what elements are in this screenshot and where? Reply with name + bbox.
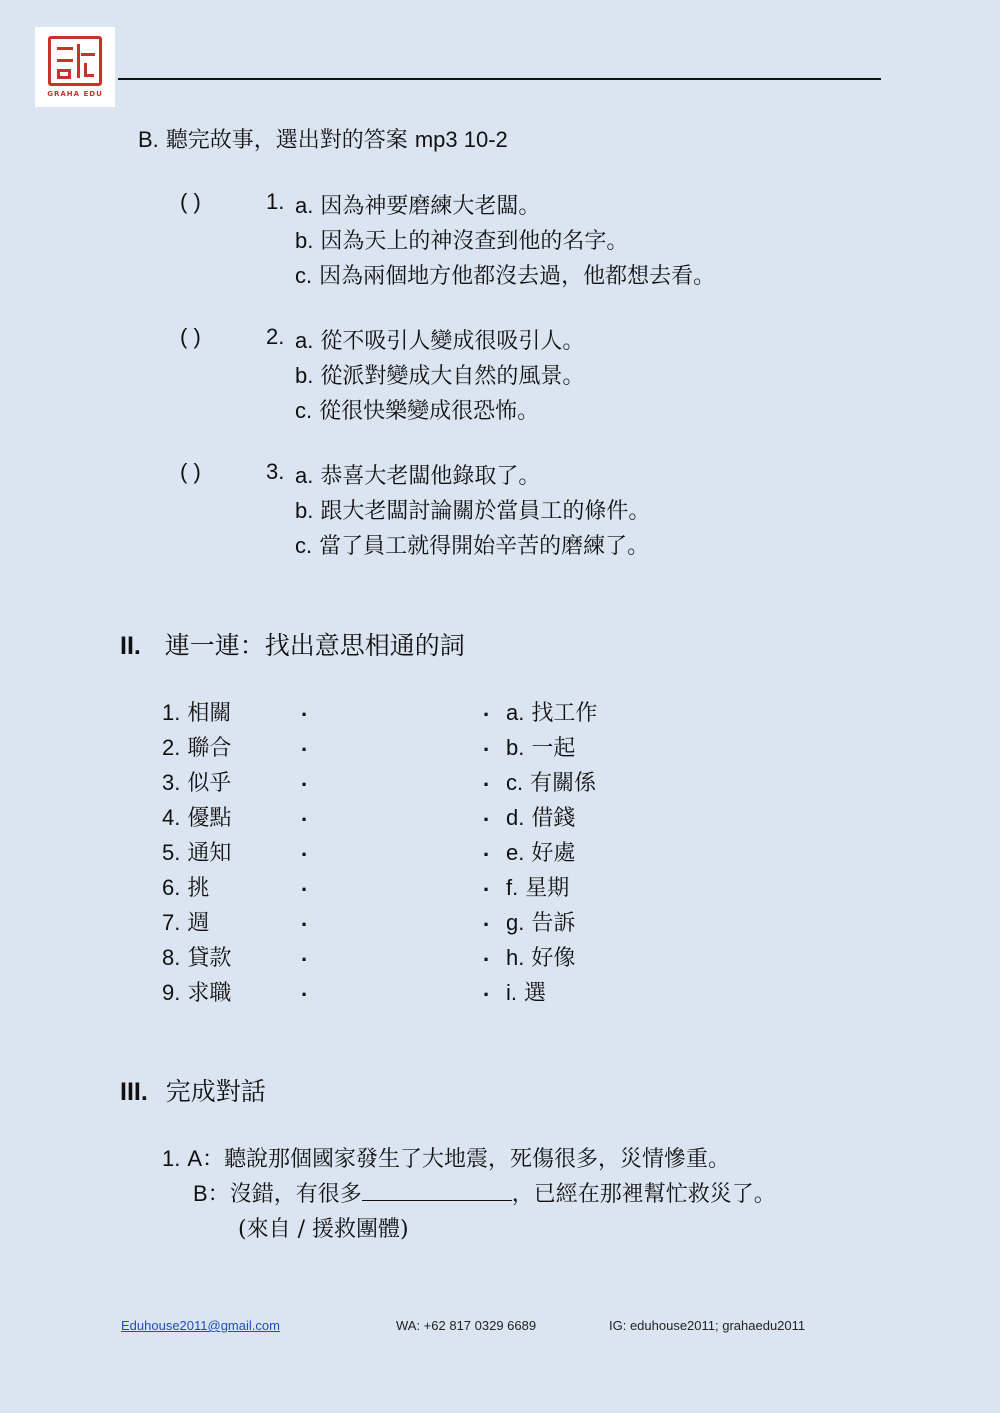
section-iii-title: 完成對話 [165,1077,266,1106]
option-row: c. 因為兩個地方他都沒去過，他都想去看。 [295,263,716,289]
dialogue-line-a: 1. A：聽說那個國家發生了大地震，死傷很多，災情慘重。 [162,1146,731,1172]
logo-seal-icon [48,36,102,86]
answer-blank[interactable]: ( ) [180,324,201,349]
section-ii-numeral: II. [120,632,141,660]
match-left-item: 1. 相關 [162,700,232,726]
match-dot-right[interactable]: . [483,836,490,861]
section-ii-title: 連一連：找出意思相通的詞 [164,631,465,660]
match-dot-left[interactable]: . [301,976,308,1001]
match-left-item: 3. 似乎 [162,770,232,796]
logo-brand-text: GRAHA EDU [47,90,103,98]
match-left-item: 6. 挑 [162,875,210,901]
footer-email[interactable] [121,1318,280,1333]
match-dot-right[interactable]: . [483,941,490,966]
match-right-item: h. 好像 [506,945,576,971]
match-right-item: i. 選 [506,980,547,1006]
question-number: 3. [266,459,285,484]
option-row: a. 因為神要磨練大老闆。 [295,193,541,219]
match-right-item: g. 告訴 [506,910,576,936]
match-left-item: 2. 聯合 [162,735,232,761]
match-left-item: 7. 週 [162,910,210,936]
option-row: a. 恭喜大老闆他錄取了。 [295,463,541,489]
match-dot-left[interactable]: . [301,906,308,931]
section-b-prefix: B. [138,127,159,152]
match-dot-left[interactable]: . [301,941,308,966]
match-right-item: a. 找工作 [506,700,598,726]
match-dot-left[interactable]: . [301,836,308,861]
match-left-item: 4. 優點 [162,805,232,831]
match-dot-left[interactable]: . [301,801,308,826]
question-number: 1. [266,189,285,214]
match-right-item: f. 星期 [506,875,570,901]
match-dot-left[interactable]: . [301,696,308,721]
section-b-heading [138,123,508,154]
answer-blank[interactable]: ( ) [180,459,201,484]
match-dot-right[interactable]: . [483,976,490,1001]
match-left-item: 9. 求職 [162,980,232,1006]
match-dot-right[interactable]: . [483,696,490,721]
option-row: b. 從派對變成大自然的風景。 [295,363,585,389]
header-rule [118,78,881,80]
match-dot-right[interactable]: . [483,871,490,896]
match-dot-left[interactable]: . [301,731,308,756]
option-row: b. 因為天上的神沒查到他的名字。 [295,228,629,254]
match-dot-right[interactable]: . [483,766,490,791]
option-row: b. 跟大老闆討論關於當員工的條件。 [295,498,651,524]
question-number: 2. [266,324,285,349]
section-ii-heading [120,626,465,662]
match-dot-right[interactable]: . [483,906,490,931]
fill-in-blank[interactable] [362,1180,512,1201]
option-row: a. 從不吸引人變成很吸引人。 [295,328,585,354]
option-row: c. 從很快樂變成很恐怖。 [295,398,540,424]
match-dot-left[interactable]: . [301,766,308,791]
dialogue-line-b: B：沒錯，有很多 ，已經在那裡幫忙救災了。 [193,1181,776,1207]
option-row: c. 當了員工就得開始辛苦的磨練了。 [295,533,650,559]
section-b-audio: mp3 10-2 [414,127,508,152]
match-left-item: 5. 通知 [162,840,232,866]
footer-wa: WA: +62 817 0329 6689 [396,1318,537,1333]
match-left-item: 8. 貸款 [162,945,232,971]
answer-blank[interactable]: ( ) [180,189,201,214]
footer-ig: IG: eduhouse2011; grahaedu2011 [609,1318,806,1333]
section-iii-heading [120,1072,266,1108]
match-dot-right[interactable]: . [483,801,490,826]
section-iii-numeral: III. [120,1078,148,1106]
match-dot-right[interactable]: . [483,731,490,756]
match-right-item: e. 好處 [506,840,576,866]
match-right-item: d. 借錢 [506,805,576,831]
match-right-item: b. 一起 [506,735,576,761]
logo [35,27,115,107]
match-right-item: c. 有關係 [506,770,597,796]
email-link[interactable]: Eduhouse2011@gmail.com [121,1318,280,1333]
section-b-title: 聽完故事，選出對的答案 [165,128,408,153]
dialogue-hint: (來自 / 援救團體) [238,1217,409,1242]
match-dot-left[interactable]: . [301,871,308,896]
